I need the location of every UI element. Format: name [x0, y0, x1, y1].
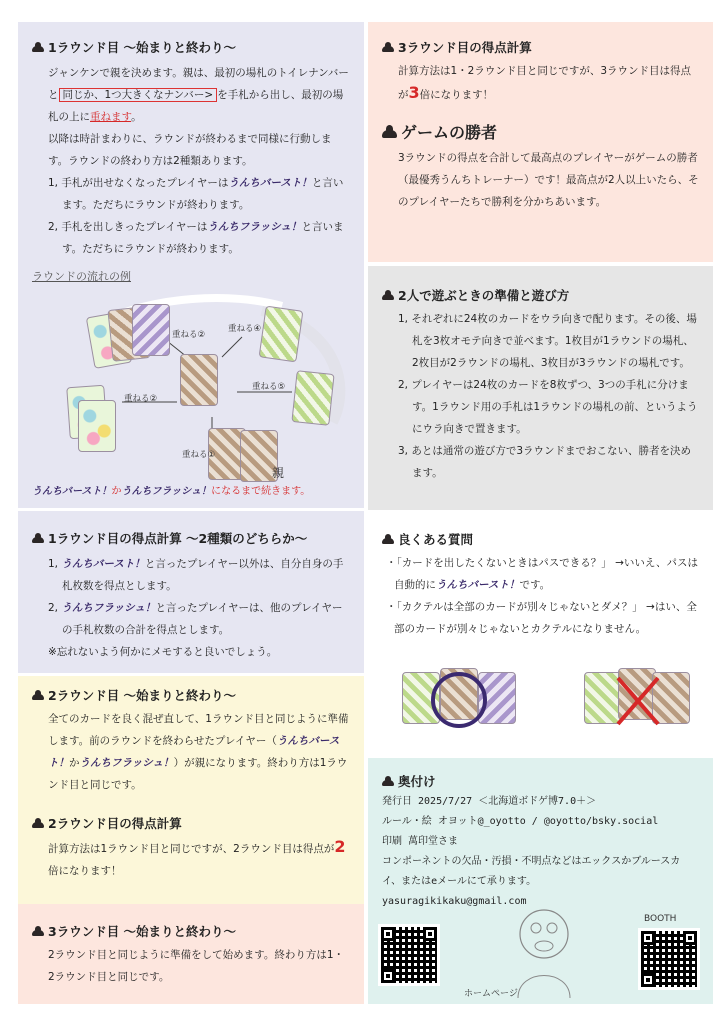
round3-paragraph: 2ラウンド目と同じように準備をして始めます。終わり方は1・2ラウンド目と同じです。	[48, 949, 345, 983]
booth-label: BOOTH	[644, 914, 677, 924]
score1-heading: 1ラウンド目の得点計算 ～2種類のどちらか～	[32, 529, 350, 547]
poop-icon	[32, 926, 44, 936]
round1-panel	[18, 22, 364, 508]
poop-icon	[32, 818, 44, 828]
card	[78, 400, 116, 452]
two-player-item2: 2, プレイヤーは24枚のカードを8枚ずつ、3つの手札に分けます。1ラウンド用の手札は1ラウンドの場札の前、というようにウラ向きで置きます。	[398, 379, 698, 435]
cocktail-ng-illustration	[584, 668, 694, 736]
card	[291, 370, 334, 426]
round2-panel	[18, 676, 364, 904]
circle-ok-icon	[402, 668, 522, 736]
two-player-panel	[368, 266, 713, 510]
cocktail-ok-illustration	[402, 668, 522, 736]
cross-ng-icon	[584, 668, 694, 736]
two-player-heading: 2人で遊ぶときの準備と遊び方	[382, 286, 699, 304]
score3-heading: 3ラウンド目の得点計算	[382, 38, 699, 56]
score1-panel	[18, 508, 364, 673]
colophon-printer: 印刷 萬印堂さま	[382, 836, 459, 847]
faq-heading: 良くある質問	[382, 530, 699, 548]
brand-flush: うんちフラッシュ！	[207, 221, 302, 233]
poop-icon	[382, 776, 394, 786]
center-pile-card	[180, 354, 218, 406]
faq-q1: ・「カードを出したくないときはパスできる？」 →いいえ、パスは自動的にうんちバースト！です。	[386, 557, 699, 591]
red-emphasis: 重ねます	[90, 111, 132, 123]
card	[132, 304, 170, 356]
score3-paragraph: 計算方法は1・2ラウンド目と同じですが、3ラウンド目は得点が3倍になります！	[398, 65, 692, 102]
poop-icon	[382, 42, 394, 52]
score3-panel	[368, 22, 713, 262]
parent-label: 親	[272, 466, 285, 480]
flow-caption: うんちバースト！かうんちフラッシュ！になるまで続きます。	[32, 486, 311, 497]
round1-item2: 2, 手札を出しきったプレイヤーはうんちフラッシュ！と言います。ただちにラウンドが終わります。	[48, 221, 344, 255]
flow-label-4: 重ねる④	[228, 324, 262, 334]
score1-note: ※忘れないよう何かにメモすると良いでしょう。	[48, 646, 278, 658]
colophon-email[interactable]: yasuragikikaku@gmail.com	[382, 896, 527, 907]
winner-heading: ゲームの勝者	[382, 120, 699, 143]
two-player-item1: 1, それぞれに24枚のカードをウラ向きで配ります。その後、場札を3枚オモテ向きで並べます。1枚目が1ラウンドの場札、2枚目が2ラウンドの場札、3枚目が3ラウンドの場札です。	[398, 313, 697, 369]
flow-label-1: 重ねる①	[182, 450, 216, 460]
faq-q2: ・「カクテルは全部のカードが別々じゃないとダメ？」 →はい、全部のカードが別々じゃないとカクテルになりません。	[386, 601, 697, 635]
flow-label-3: 重ねる②	[172, 330, 206, 340]
multiplier: 3	[408, 83, 420, 102]
score2-paragraph: 計算方法は1ラウンド目と同じですが、2ラウンド目は得点が2倍になります！	[48, 837, 346, 877]
poop-icon	[32, 690, 44, 700]
score1-item2: 2, うんちフラッシュ！と言ったプレイヤーは、他のプレイヤーの手札枚数の合計を得点とします。	[48, 602, 343, 636]
colophon-heading: 奥付け	[382, 772, 699, 790]
colophon-author: ルール・絵 オヨット@_oyotto / @oyotto/bsky.social	[382, 816, 659, 827]
poop-icon	[32, 42, 44, 52]
multiplier: 2	[334, 837, 346, 856]
faq-panel	[368, 514, 713, 758]
winner-paragraph: 3ラウンドの得点を合計して最高点のプレイヤーがゲームの勝者（最優秀うんちトレーナー）です！最高点が2人以上いたら、そのプレイヤーたちで勝利を分かちあいます。	[398, 152, 699, 208]
card	[259, 306, 304, 363]
homepage-label: ホームページ	[464, 989, 518, 999]
round1-paragraph1: ジャンケンで親を決めます。親は、最初の場札のトイレナンバーと 同じか、1つ大きくなナンバー> を手札から出し、最初の場札の上に重ねます。	[48, 67, 349, 123]
flow-title: ラウンドの流れの例	[32, 270, 131, 283]
colophon-contact: コンポーネントの欠品・汚損・不明点などはエックスかブルースカイ、またはeメールにて承ります。	[382, 856, 681, 887]
poop-icon	[382, 290, 394, 300]
colophon-panel	[368, 758, 713, 1004]
colophon-date: 発行日 2025/7/27 ＜北海道ボドゲ博7.0＋＞	[382, 796, 597, 807]
round1-paragraph2: 以降は時計まわりに、ラウンドが終わるまで同様に行動します。ラウンドの終わり方は2種類あります。	[48, 133, 332, 167]
score1-item1: 1, うんちバースト！と言ったプレイヤー以外は、自分自身の手札枚数を得点とします。	[48, 558, 344, 592]
two-player-item3: 3, あとは通常の遊び方で3ラウンドまでおこない、勝者を決めます。	[398, 445, 692, 479]
round2-heading: 2ラウンド目 ～始まりと終わり～	[32, 686, 350, 704]
round3-panel	[18, 904, 364, 1004]
flow-diagram	[32, 268, 352, 500]
round1-item1: 1, 手札が出せなくなったプレイヤーはうんちバースト！と言います。ただちにラウンドが終わります。	[48, 177, 344, 211]
poop-icon	[382, 534, 394, 544]
homepage-qr-code[interactable]	[378, 924, 440, 986]
booth-qr-code[interactable]	[638, 928, 700, 990]
round1-heading: 1ラウンド目 ～始まりと終わり～	[32, 38, 350, 56]
brand-burst: うんちバースト！	[228, 177, 312, 189]
poop-icon	[382, 125, 397, 138]
rule-highlight-box: 同じか、1つ大きくなナンバー>	[59, 88, 218, 102]
round3-heading: 3ラウンド目 ～始まりと終わり～	[32, 922, 350, 940]
score2-heading: 2ラウンド目の得点計算	[32, 814, 350, 832]
mascot-illustration	[504, 898, 584, 998]
flow-label-5: 重ねる⑤	[252, 382, 286, 392]
round2-paragraph: 全てのカードを良く混ぜ直して、1ラウンド目と同じように準備します。前のラウンドを終わらせたプレイヤー（うんちバースト！かうんちフラッシュ！）が親になります。終わり方は1ラウンド目と同じです。	[48, 713, 349, 791]
poop-icon	[32, 533, 44, 543]
flow-label-2: 重ねる②	[124, 394, 158, 404]
